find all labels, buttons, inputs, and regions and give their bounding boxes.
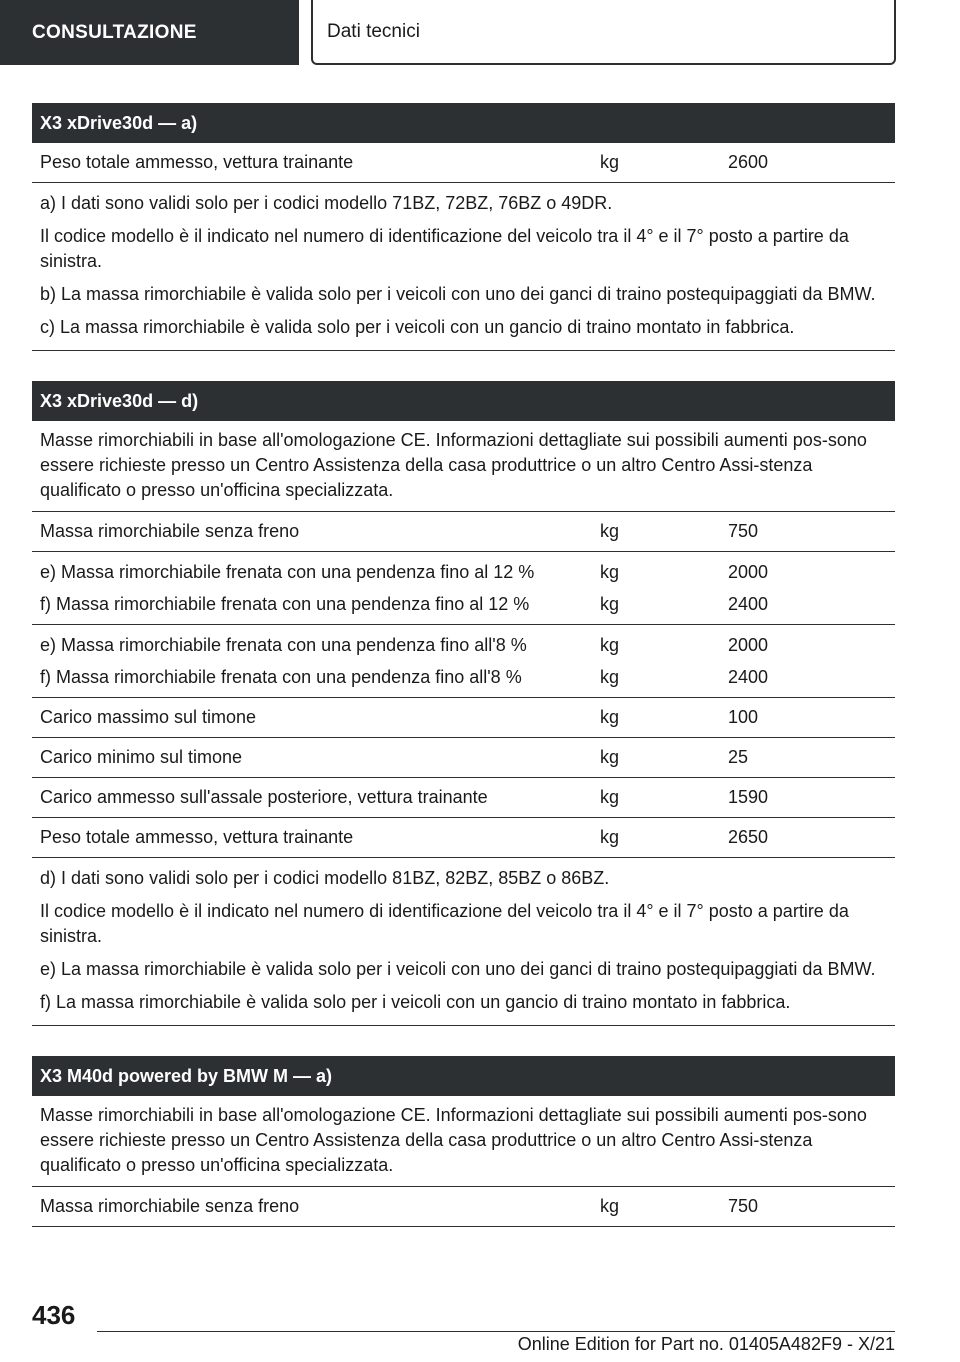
row-unit: kg [600, 787, 620, 807]
row-unit: kg [600, 562, 620, 582]
footnote: Il codice modello è il indicato nel numero di identificazione del veicolo tra il 4° e il 7° posto a partire da sinistra. [40, 901, 849, 946]
footnotes [32, 183, 895, 351]
row-label: Carico ammesso sull'assale posteriore, vettura trainante [40, 787, 488, 807]
section-heading: X3 xDrive30d — d) [32, 381, 895, 421]
row-label: f) Massa rimorchiabile frenata con una pendenza fino al 12 % [40, 594, 530, 614]
row-unit: kg [600, 747, 620, 767]
row-label: Massa rimorchiabile senza freno [40, 1196, 300, 1216]
section-intro: Masse rimorchiabili in base all'omologazione CE. Informazioni dettagliate sui possibili aumenti pos-sono essere richieste presso un Centro Assistenza della casa produttrice o un altro Centro Assi-stenza qualificato o presso un'officina specializzata. [32, 421, 895, 512]
row-label: f) Massa rimorchiabile frenata con una pendenza fino all'8 % [40, 667, 522, 687]
spec-section-xdrive30d-a [32, 103, 895, 351]
row-value: 100 [728, 707, 759, 727]
row-value: 2600 [728, 152, 769, 172]
table-row [32, 625, 895, 698]
table-row [32, 778, 895, 818]
row-value: 2000 [728, 635, 769, 655]
row-label: Peso totale ammesso, vettura trainante [40, 827, 354, 847]
row-value: 750 [728, 521, 759, 541]
section-heading: X3 M40d powered by BMW M — a) [32, 1056, 895, 1096]
section-title: CONSULTAZIONE [32, 21, 197, 43]
row-value: 25 [728, 747, 749, 767]
footnote: Il codice modello è il indicato nel numero di identificazione del veicolo tra il 4° e il 7° posto a partire da sinistra. [40, 226, 849, 271]
table-row [32, 738, 895, 778]
footnote: f) La massa rimorchiabile è valida solo per i veicoli con un gancio di traino montato in fabbrica. [40, 992, 791, 1012]
row-value: 1590 [728, 787, 769, 807]
footer-divider [97, 1331, 895, 1332]
row-value: 2400 [728, 594, 769, 614]
table-row [32, 512, 895, 552]
page-content [32, 103, 895, 1257]
row-unit: kg [600, 521, 620, 541]
row-unit: kg [600, 594, 620, 614]
row-unit: kg [600, 827, 620, 847]
row-unit: kg [600, 667, 620, 687]
row-unit: kg [600, 1196, 620, 1216]
section-heading: X3 xDrive30d — a) [32, 103, 895, 143]
row-label: e) Massa rimorchiabile frenata con una pendenza fino al 12 % [40, 562, 535, 582]
footnote: b) La massa rimorchiabile è valida solo per i veicoli con uno dei ganci di traino postequipaggiati da BMW. [40, 284, 876, 304]
footnote: c) La massa rimorchiabile è valida solo per i veicoli con un gancio di traino montato in fabbrica. [40, 317, 795, 337]
row-label: Carico massimo sul timone [40, 707, 257, 727]
row-unit: kg [600, 152, 620, 172]
row-label: Peso totale ammesso, vettura trainante [40, 152, 354, 172]
row-value: 2650 [728, 827, 769, 847]
table-row [32, 818, 895, 858]
spec-section-m40d-a [32, 1056, 895, 1227]
row-value: 2400 [728, 667, 769, 687]
row-unit: kg [600, 635, 620, 655]
chapter-title: Dati tecnici [327, 20, 420, 42]
footnotes [32, 858, 895, 1026]
section-intro: Masse rimorchiabili in base all'omologazione CE. Informazioni dettagliate sui possibili aumenti pos-sono essere richieste presso un Centro Assistenza della casa produttrice o un altro Centro Assi-stenza qualificato o presso un'officina specializzata. [32, 1096, 895, 1187]
footnote: a) I dati sono validi solo per i codici modello 71BZ, 72BZ, 76BZ o 49DR. [40, 193, 613, 213]
row-value: 2000 [728, 562, 769, 582]
row-label: Massa rimorchiabile senza freno [40, 521, 300, 541]
footnote: d) I dati sono validi solo per i codici modello 81BZ, 82BZ, 85BZ o 86BZ. [40, 868, 610, 888]
row-value: 750 [728, 1196, 759, 1216]
table-row [32, 143, 895, 183]
section-tab [0, 0, 299, 65]
table-row [32, 1187, 895, 1227]
chapter-header [311, 0, 896, 65]
spec-section-xdrive30d-d [32, 381, 895, 1026]
footnote: e) La massa rimorchiabile è valida solo per i veicoli con uno dei ganci di traino postequipaggiati da BMW. [40, 959, 876, 979]
edition-footer: Online Edition for Part no. 01405A482F9 - X/21 [517, 1334, 895, 1354]
page-number: 436 [32, 1300, 76, 1330]
row-label: Carico minimo sul timone [40, 747, 243, 767]
table-row [32, 552, 895, 625]
row-unit: kg [600, 707, 620, 727]
table-row [32, 698, 895, 738]
row-label: e) Massa rimorchiabile frenata con una pendenza fino all'8 % [40, 635, 527, 655]
